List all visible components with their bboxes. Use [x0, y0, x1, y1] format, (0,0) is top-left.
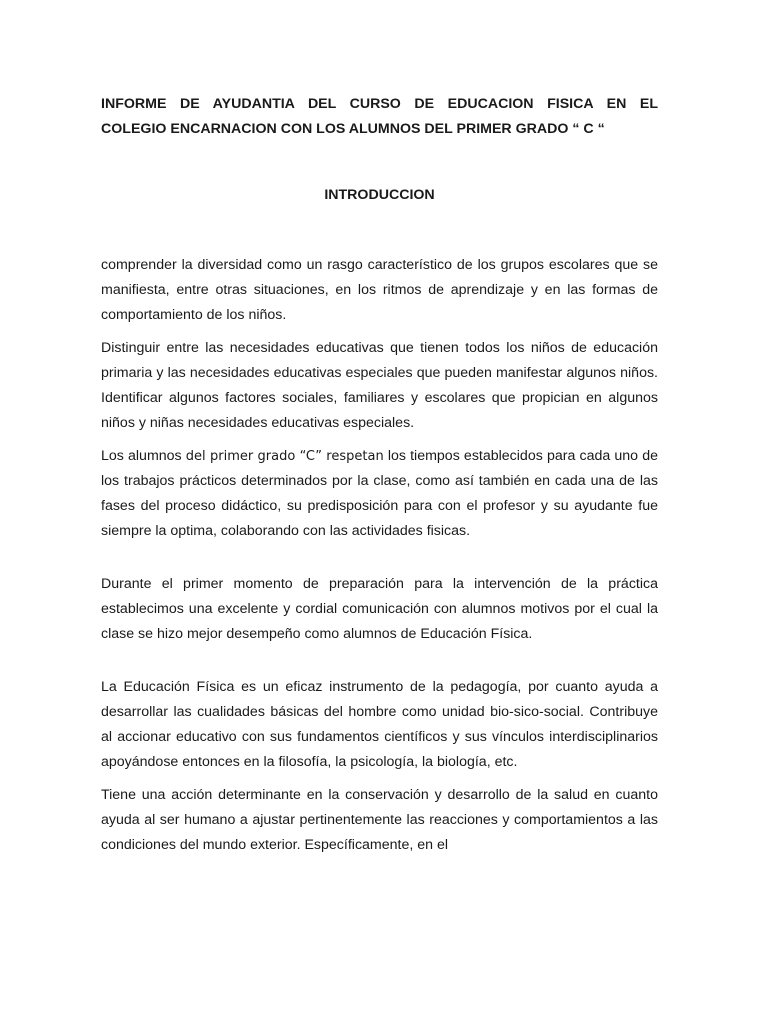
section-heading: INTRODUCCION — [324, 187, 435, 203]
paragraph-3 — [101, 444, 658, 544]
document-title — [101, 92, 658, 142]
paragraph-3-start: Los alumnos — [101, 448, 186, 464]
document-page — [101, 92, 658, 858]
paragraph-4: Durante el primer momento de preparación para la intervención de la práctica establecimos una excelente y cordial comunicación con alumnos motivos por el cual la clase se hizo mejor desempeño como alumnos de Educación Física. — [101, 576, 658, 642]
paragraph-5: La Educación Física es un eficaz instrumento de la pedagogía, por cuanto ayuda a desarrollar las cualidades básicas del hombre como unidad bio-sico-social. Contribuye al accionar educativo con sus fundamentos científicos y sus vínculos interdisciplinarios apoyándose entonces en la filosofía, la psicología, la biología, etc. — [101, 679, 658, 770]
paragraph-3-inline: del primer grado “C” respetan — [185, 449, 384, 464]
title-line-1: INFORME DE AYUDANTIA DEL CURSO DE EDUCACION FISICA EN EL — [101, 96, 658, 112]
paragraph-2: Distinguir entre las necesidades educativas que tienen todos los niños de educación primaria y las necesidades educativas especiales que pueden manifestar algunos niños. Identificar algunos factores sociales, familiares y escolares que propician en algunos niños y niñas necesidades educativas especiales. — [101, 340, 658, 431]
title-line-2: COLEGIO ENCARNACION CON LOS ALUMNOS DEL PRIMER GRADO “ C “ — [101, 121, 605, 137]
paragraph-6: Tiene una acción determinante en la conservación y desarrollo de la salud en cuanto ayuda al ser humano a ajustar pertinentemente las reacciones y comportamientos a las condiciones del mundo exterior. Específicamente, en el — [101, 787, 658, 853]
paragraph-3-end: los tiempos establecidos para cada uno de los trabajos prácticos determinados por la clase, como así también en cada una de las fases del proceso didáctico, su predisposición para con el profesor y su ayudante fue siempre la optima, colaborando con las actividades fisicas. — [101, 448, 658, 539]
paragraph-1: comprender la diversidad como un rasgo característico de los grupos escolares que se manifiesta, entre otras situaciones, en los ritmos de aprendizaje y en las formas de comportamiento de los niños. — [101, 257, 658, 323]
